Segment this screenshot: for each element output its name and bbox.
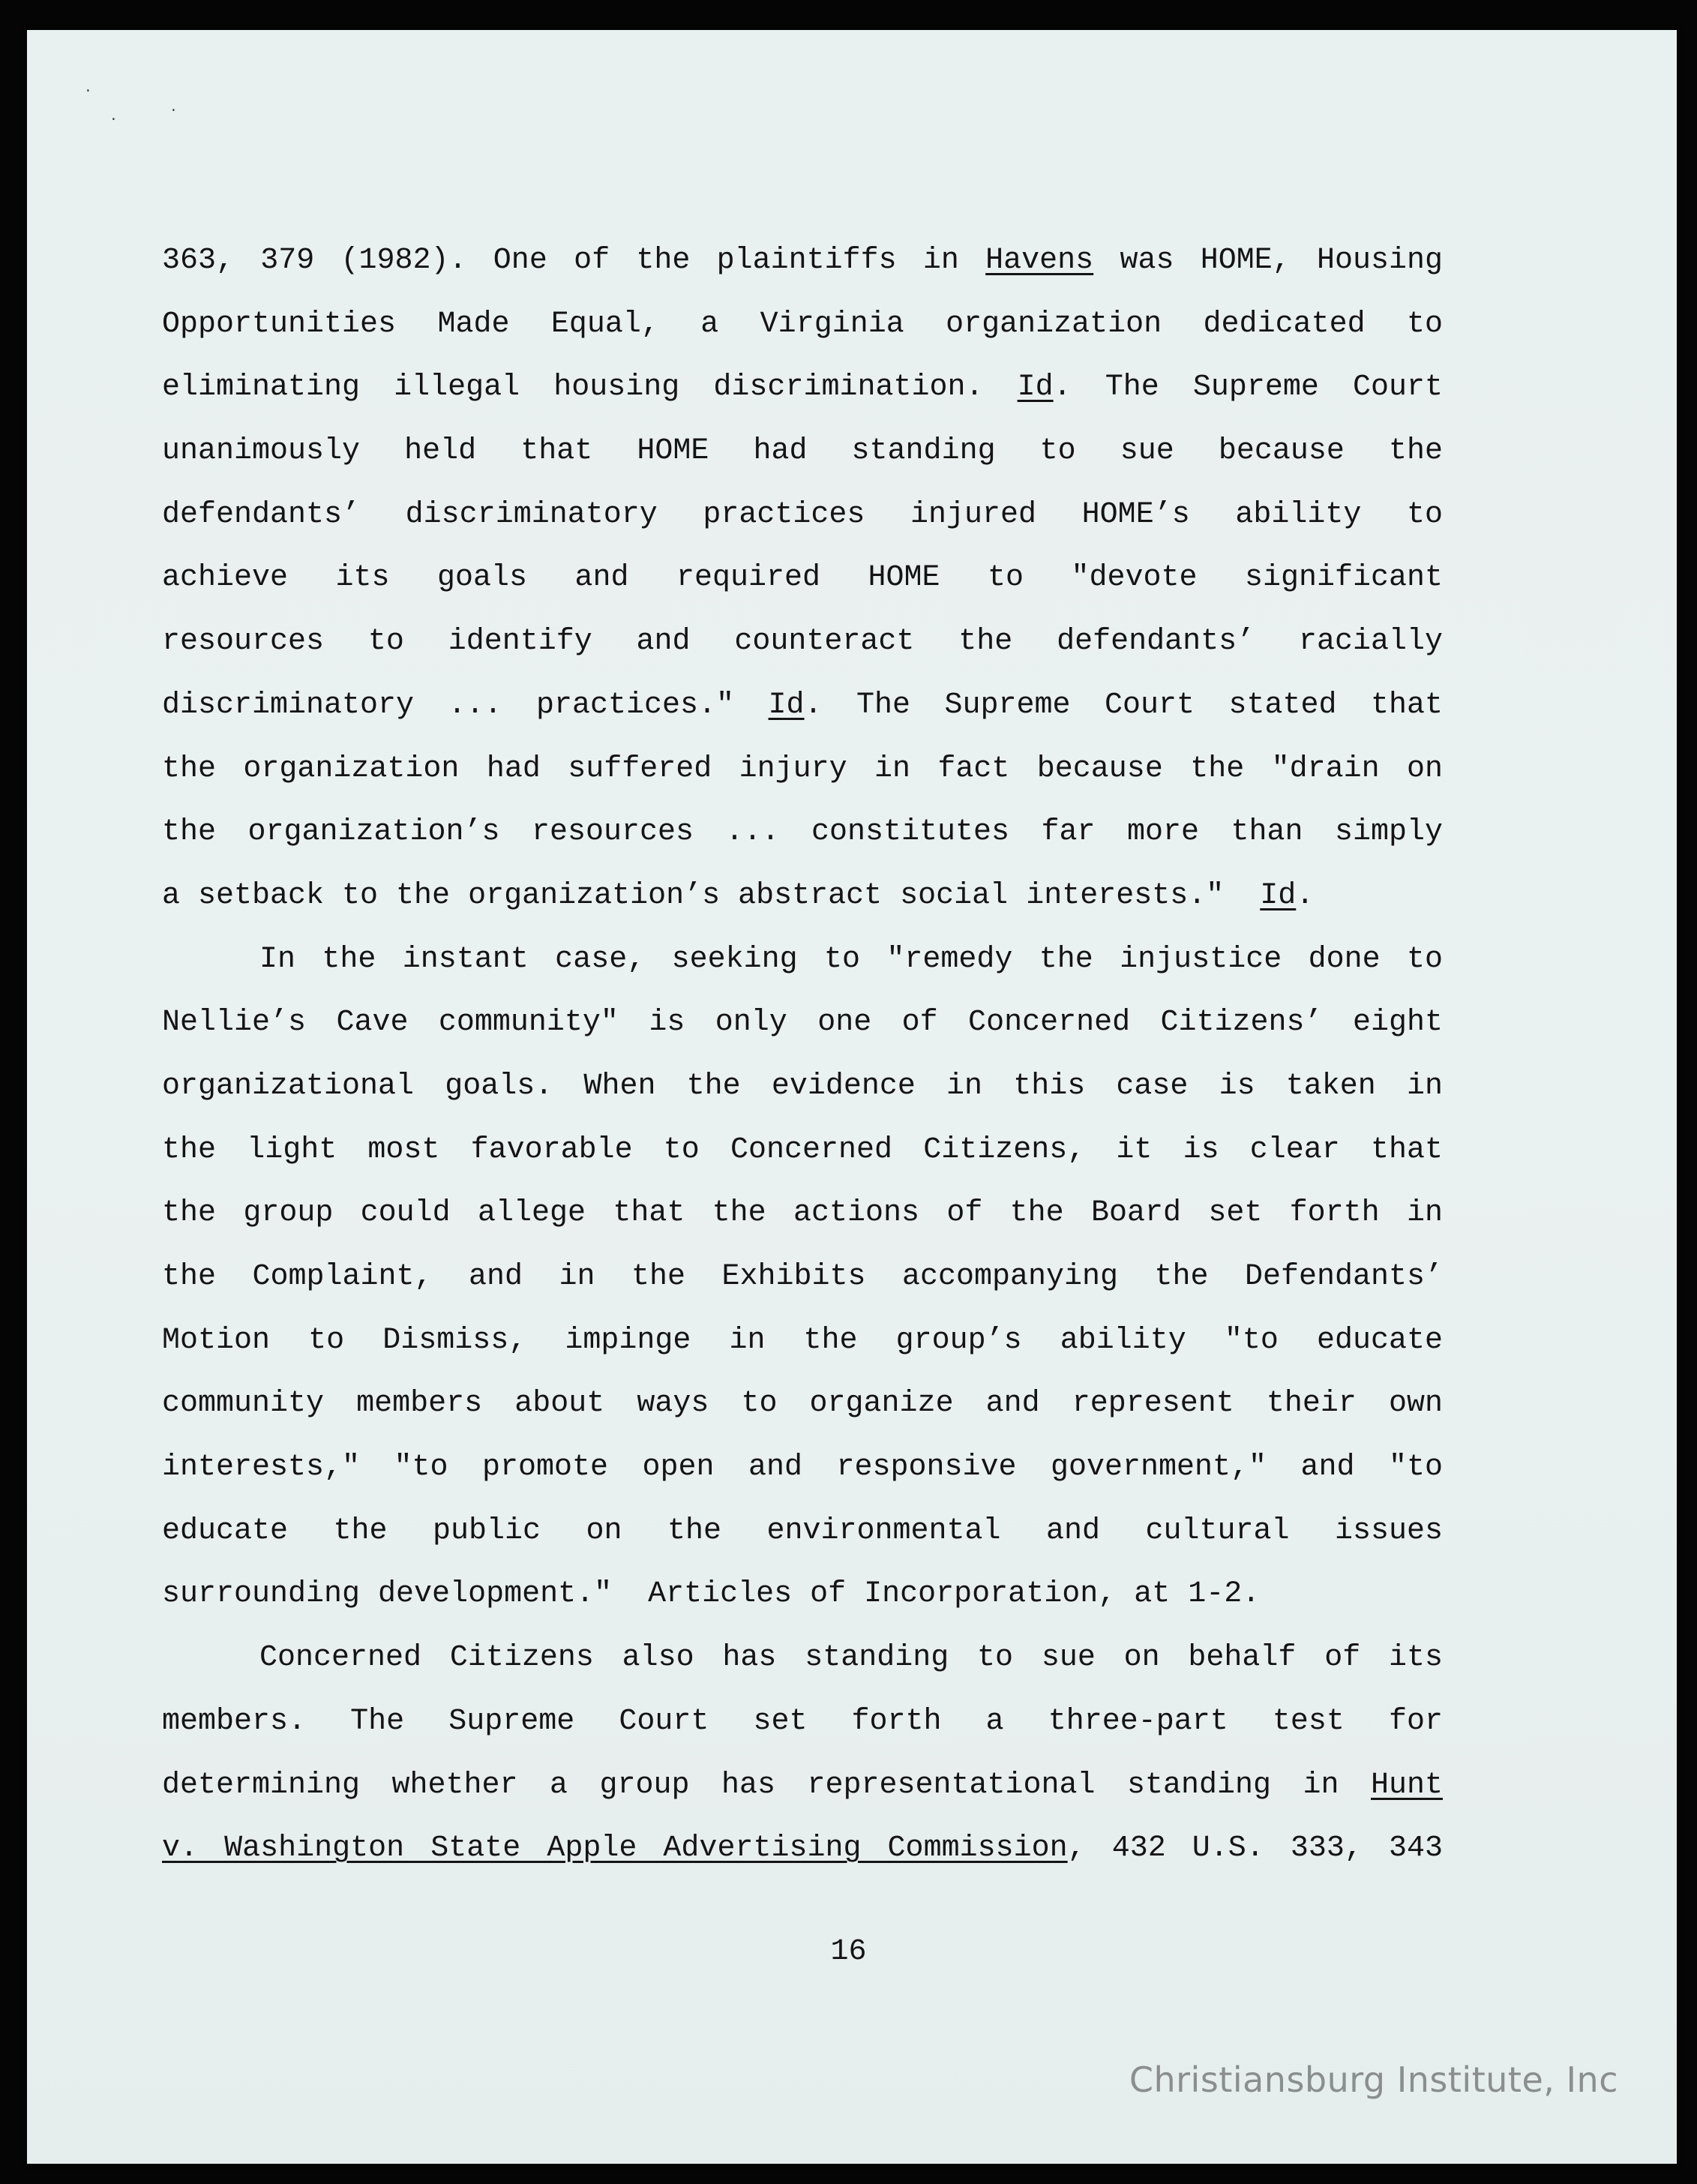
case-citation: Id — [1017, 370, 1054, 405]
text-run: eliminating illegal housing discrimination. — [162, 370, 1018, 405]
text-run: In the instant case, seeking to "remedy the injustice done to — [259, 942, 1443, 976]
body-text — [162, 230, 1443, 1881]
text-line — [162, 1310, 1443, 1373]
text-line — [162, 547, 1443, 610]
page-number: 16 — [830, 1935, 867, 1969]
text-line — [162, 230, 1443, 293]
text-run: . The Supreme Court — [1053, 370, 1443, 405]
text-run: Motion to Dismiss, impinge in the group’s ability "to educate — [162, 1323, 1443, 1358]
text-run: discriminatory ... practices." — [162, 688, 769, 722]
text-run: Opportunities Made Equal, a Virginia organization dedicated to — [162, 307, 1443, 341]
text-line — [162, 992, 1443, 1055]
text-line — [162, 738, 1443, 802]
text-run: community members about ways to organize and represent their own — [162, 1387, 1443, 1421]
text-run: was HOME, Housing — [1093, 244, 1443, 278]
case-citation: Hunt — [1370, 1768, 1443, 1802]
text-run: educate the public on the environmental and cultural issues — [162, 1514, 1443, 1548]
text-line — [162, 1627, 1443, 1690]
scan-speck: · — [84, 84, 92, 99]
text-run: the light most favorable to Concerned Citizens, it is clear that — [162, 1132, 1443, 1167]
case-citation: v. Washington State Apple Advertising Commission — [162, 1832, 1068, 1866]
text-line — [162, 1055, 1443, 1119]
text-line — [162, 928, 1443, 992]
text-run: the organization’s resources ... constitutes far more than simply — [162, 815, 1443, 850]
text-line — [162, 1246, 1443, 1310]
case-citation: Id — [768, 688, 805, 722]
text-run: 363, 379 (1982). One of the plaintiffs in — [162, 244, 986, 278]
text-run: the Complaint, and in the Exhibits accompanying the Defendants’ — [162, 1260, 1443, 1294]
text-line — [162, 1754, 1443, 1818]
text-run: . The Supreme Court stated that — [804, 688, 1444, 722]
text-line — [162, 1500, 1443, 1564]
text-line — [162, 1563, 1443, 1627]
text-line — [162, 1690, 1443, 1754]
text-line — [162, 1817, 1443, 1881]
text-run: Concerned Citizens also has standing to sue on behalf of its — [259, 1641, 1443, 1676]
text-run: . — [1296, 878, 1315, 913]
text-run: resources to identify and counteract the defendants’ racially — [162, 625, 1443, 659]
text-run: the group could allege that the actions of the Board set forth in — [162, 1196, 1443, 1231]
text-line — [162, 610, 1443, 674]
archive-watermark: Christiansburg Institute, Inc — [1129, 2060, 1618, 2100]
text-line — [162, 1436, 1443, 1500]
text-line — [162, 356, 1443, 420]
scan-speck: · — [169, 104, 178, 118]
text-line — [162, 1182, 1443, 1246]
text-line — [162, 674, 1443, 738]
text-run: determining whether a group has representational standing in — [162, 1768, 1371, 1802]
text-run: Nellie’s Cave community" is only one of Concerned Citizens’ eight — [162, 1006, 1443, 1040]
text-run: achieve its goals and required HOME to "devote significant — [162, 561, 1443, 596]
case-citation: Havens — [985, 244, 1094, 278]
text-run: interests," "to promote open and responsive government," and "to — [162, 1450, 1443, 1485]
text-line — [162, 865, 1443, 928]
text-line — [162, 801, 1443, 865]
text-run: the organization had suffered injury in fact because the "drain on — [162, 752, 1443, 786]
text-line — [162, 484, 1443, 548]
scan-speck: · — [109, 112, 118, 128]
text-run: organizational goals. When the evidence in this case is taken in — [162, 1069, 1443, 1103]
text-run: a setback to the organization’s abstract social interests." — [162, 878, 1261, 913]
text-run: , 432 U.S. 333, 343 — [1067, 1832, 1444, 1866]
text-line — [162, 1372, 1443, 1436]
text-run: surrounding development." Articles of Incorporation, at 1-2. — [162, 1577, 1261, 1612]
text-line — [162, 293, 1443, 357]
text-line — [162, 420, 1443, 484]
text-run: unanimously held that HOME had standing to sue because the — [162, 434, 1443, 469]
text-run: members. The Supreme Court set forth a three-part test for — [162, 1704, 1443, 1738]
text-run: defendants’ discriminatory practices injured HOME’s ability to — [162, 497, 1443, 532]
case-citation: Id — [1260, 878, 1297, 913]
text-line — [162, 1119, 1443, 1183]
